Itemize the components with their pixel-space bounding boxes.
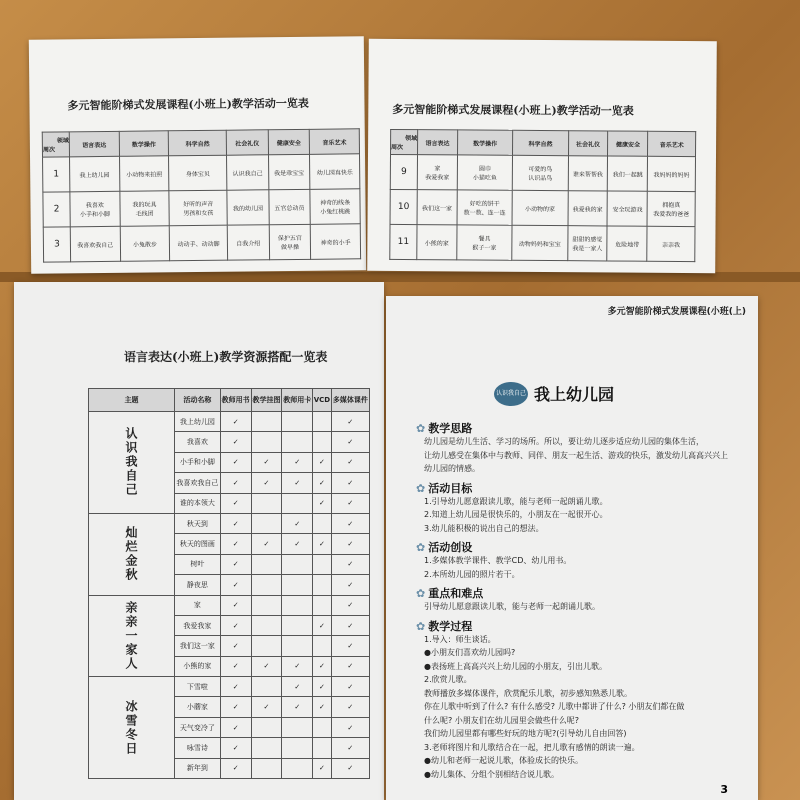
activity-line: 我是一家人 xyxy=(572,245,603,253)
table-row xyxy=(43,224,360,262)
activity-cell xyxy=(457,190,513,225)
check-cell xyxy=(282,432,313,452)
check-cell: ✓ xyxy=(220,697,251,717)
section-line: 3.幼儿能积极的说出自己的想法。 xyxy=(424,523,544,533)
activity-line: 好听的声音 xyxy=(183,200,214,209)
activity-cell xyxy=(568,156,608,191)
check-cell xyxy=(282,595,313,615)
check-cell: ✓ xyxy=(220,677,251,697)
page-bottom-right xyxy=(386,296,758,800)
activity-line: 我的幼儿园 xyxy=(232,204,263,213)
check-cell: ✓ xyxy=(282,677,313,697)
activity-table xyxy=(42,128,361,262)
corner-cell xyxy=(42,132,69,157)
section-heading: ✿ 活动创设 xyxy=(416,539,472,555)
activity-cell xyxy=(119,156,169,192)
section-line: 教师播放多媒体课件，欣赏配乐儿歌，初步感知熟悉儿歌。 xyxy=(424,688,632,698)
activity-line: 小熊的家 xyxy=(424,239,449,247)
activity-line: 拥抱真 xyxy=(662,201,681,209)
activity-line: 危险地带 xyxy=(615,241,640,249)
activity-cell xyxy=(457,155,513,190)
section-line: 3.老师将图片和儿歌结合在一起，把儿歌有感情的朗读一遍。 xyxy=(424,742,640,752)
theme-cell: 亲亲一家人 xyxy=(89,595,175,677)
check-cell xyxy=(313,432,331,452)
section-line: 幼儿园是幼儿生活、学习的场所。所以，要让幼儿逐步适应幼儿园的集体生活， xyxy=(424,437,704,446)
activity-line: 认识我自己 xyxy=(232,169,263,178)
activity-line: 小兔散步 xyxy=(132,240,157,249)
table-row xyxy=(89,595,370,615)
check-cell xyxy=(251,554,282,574)
activity-line: 神奇的小手 xyxy=(320,238,351,247)
activity-line: 我喜欢 xyxy=(85,201,104,210)
check-cell: ✓ xyxy=(331,412,369,432)
check-cell: ✓ xyxy=(331,473,369,493)
activity-name: 秋天到 xyxy=(175,513,221,533)
section-line: 你在儿歌中听到了什么? 有什么感受? 儿歌中都讲了什么? 小朋友们都在做 xyxy=(424,702,685,711)
section-line: 1.导入：师生谈话。 xyxy=(424,634,496,644)
check-cell: ✓ xyxy=(220,473,251,493)
activity-cell xyxy=(568,191,608,226)
activity-cell xyxy=(269,224,311,259)
check-cell xyxy=(282,575,313,595)
activity-line: 保护五官 xyxy=(277,234,302,243)
section-line: ●幼儿集体、分组个别相结合说儿歌。 xyxy=(424,769,559,779)
activity-cell xyxy=(647,226,695,261)
check-cell xyxy=(282,717,313,737)
check-cell: ✓ xyxy=(251,452,282,472)
activity-name: 我喜欢 xyxy=(175,432,221,452)
activity-cell xyxy=(170,225,228,261)
check-cell xyxy=(282,758,313,778)
table-row xyxy=(89,513,370,533)
check-cell xyxy=(251,738,282,758)
lesson-title: 我上幼儿园 xyxy=(534,385,615,404)
corner-label-week: 周次 xyxy=(42,146,55,154)
check-cell: ✓ xyxy=(331,697,369,717)
activity-line: 可爱的鸟 xyxy=(528,165,553,174)
check-cell: ✓ xyxy=(331,554,369,574)
activity-cell xyxy=(227,155,269,190)
week-number: 11 xyxy=(390,224,417,259)
check-cell xyxy=(251,615,282,635)
check-cell: ✓ xyxy=(331,677,369,697)
check-cell xyxy=(313,575,331,595)
column-header: 语言表达 xyxy=(69,131,119,157)
table-row xyxy=(43,154,360,192)
column-header: 社会礼仪 xyxy=(226,130,268,155)
check-cell: ✓ xyxy=(282,656,313,676)
activity-line: 猴子一家 xyxy=(472,244,497,252)
activity-line: 数一数、连一连 xyxy=(463,209,506,217)
check-cell xyxy=(251,513,282,533)
activity-name: 咏雪诗 xyxy=(175,738,221,758)
check-cell: ✓ xyxy=(331,452,369,472)
page-title: 多元智能阶梯式发展课程(小班上)教学活动一览表 xyxy=(67,96,309,113)
check-cell: ✓ xyxy=(331,432,369,452)
activity-table xyxy=(389,129,696,262)
activity-cell xyxy=(607,191,647,226)
activity-line: 小手和小脚 xyxy=(79,210,110,219)
activity-line: 小动物来拍照 xyxy=(126,170,163,179)
page-top-right xyxy=(367,39,717,273)
activity-cell xyxy=(70,191,120,227)
activity-line: 安全玩游戏 xyxy=(612,205,643,214)
activity-cell xyxy=(567,226,607,261)
check-cell xyxy=(282,412,313,432)
activity-line: 小动物的家 xyxy=(524,205,556,213)
activity-name: 我喜欢我自己 xyxy=(175,473,221,493)
column-header: 主题 xyxy=(89,389,175,412)
activity-name: 家 xyxy=(175,595,221,615)
activity-name: 小熊的家 xyxy=(175,656,221,676)
section-heading: ✿ 重点和难点 xyxy=(416,585,483,601)
check-cell: ✓ xyxy=(331,615,369,635)
header-row xyxy=(42,129,359,157)
activity-line: 我爱我家 xyxy=(425,174,450,182)
check-cell: ✓ xyxy=(220,412,251,432)
page-title: 语言表达(小班上)教学资源搭配一览表 xyxy=(124,350,328,364)
activity-line: 幼儿园真快乐 xyxy=(316,168,353,177)
check-cell: ✓ xyxy=(313,493,331,513)
activity-cell xyxy=(227,225,269,260)
column-header: 多媒体课件 xyxy=(331,389,369,412)
check-cell xyxy=(313,412,331,432)
section-line: 引导幼儿愿意跟读儿歌，能与老师一起朗诵儿歌。 xyxy=(424,602,600,611)
check-cell: ✓ xyxy=(220,636,251,656)
check-cell xyxy=(282,615,313,635)
activity-line: 神奇的线条 xyxy=(320,199,351,207)
check-cell: ✓ xyxy=(282,473,313,493)
theme-cell: 冰雪冬日 xyxy=(89,677,175,779)
activity-name: 谁的本领大 xyxy=(175,493,221,513)
activity-cell xyxy=(227,190,269,225)
page-top-left xyxy=(29,36,366,273)
section-line: 幼儿园的情感。 xyxy=(424,464,480,473)
table-row xyxy=(43,189,360,227)
activity-line: 做早操 xyxy=(280,243,299,252)
activity-line: 认识品鸟 xyxy=(528,174,553,183)
activity-line: 我是乖宝宝 xyxy=(274,169,305,177)
check-cell: ✓ xyxy=(220,656,251,676)
check-cell xyxy=(251,677,282,697)
section-heading: ✿ 教学过程 xyxy=(416,618,472,634)
week-number: 2 xyxy=(43,192,70,227)
column-header: 教师用书 xyxy=(220,389,251,412)
section-heading: ✿ 教学思路 xyxy=(416,420,472,436)
column-header: 音乐艺术 xyxy=(648,131,696,156)
resource-table xyxy=(88,388,370,779)
check-cell: ✓ xyxy=(282,697,313,717)
check-cell xyxy=(251,412,282,432)
activity-cell xyxy=(648,156,696,191)
activity-cell xyxy=(512,190,568,225)
check-cell xyxy=(313,595,331,615)
check-cell: ✓ xyxy=(220,493,251,513)
check-cell xyxy=(313,738,331,758)
column-header: VCD xyxy=(313,389,331,412)
activity-line: 我上幼儿园 xyxy=(79,171,110,179)
activity-line: 毛线团 xyxy=(135,210,154,218)
activity-cell xyxy=(647,191,695,226)
check-cell: ✓ xyxy=(313,452,331,472)
check-cell xyxy=(251,636,282,656)
theme-badge: 认识我自己 xyxy=(494,382,528,406)
week-number: 9 xyxy=(390,154,417,189)
check-cell: ✓ xyxy=(220,595,251,615)
week-number: 3 xyxy=(43,227,70,262)
activity-cell xyxy=(169,190,227,226)
section-line: ●表扬班上高高兴兴上幼儿园的小朋友，引出儿歌。 xyxy=(424,661,607,671)
column-header: 健康安全 xyxy=(608,131,648,156)
activity-cell xyxy=(607,226,647,261)
activity-line: 我们一起跳 xyxy=(612,170,643,179)
activity-cell xyxy=(310,154,360,190)
activity-line: 餐具 xyxy=(478,235,491,243)
activity-cell xyxy=(417,225,457,260)
activity-line: 动动手、动动脚 xyxy=(177,240,220,248)
check-cell: ✓ xyxy=(331,636,369,656)
column-header: 数学操作 xyxy=(457,130,513,155)
book-header: 多元智能阶梯式发展课程(小班(上) xyxy=(607,307,746,317)
check-cell: ✓ xyxy=(331,513,369,533)
activity-name: 我们这一家 xyxy=(175,636,221,656)
activity-line: 小兔红桃跳 xyxy=(320,208,351,216)
activity-name: 下雪啦 xyxy=(175,677,221,697)
activity-line: 身体宝贝 xyxy=(185,170,210,178)
check-cell: ✓ xyxy=(220,432,251,452)
check-cell: ✓ xyxy=(313,656,331,676)
check-cell: ✓ xyxy=(331,738,369,758)
corner-label-domain: 领域 xyxy=(56,137,69,145)
activity-line: 谁来帮帮我 xyxy=(572,170,603,178)
check-cell: ✓ xyxy=(220,615,251,635)
check-cell xyxy=(251,575,282,595)
check-cell: ✓ xyxy=(331,534,369,554)
column-header: 科学自然 xyxy=(169,130,227,156)
theme-cell: 灿烂金秋 xyxy=(89,513,175,595)
activity-name: 秋天的图画 xyxy=(175,534,221,554)
activity-cell xyxy=(169,155,227,191)
check-cell: ✓ xyxy=(313,758,331,778)
section-line: ●幼儿和老师一起说儿歌，体验成长的快乐。 xyxy=(424,756,583,765)
table-row xyxy=(390,224,695,261)
check-cell: ✓ xyxy=(251,656,282,676)
check-cell xyxy=(251,432,282,452)
check-cell xyxy=(251,717,282,737)
column-header: 教师用卡 xyxy=(282,389,313,412)
check-cell xyxy=(313,636,331,656)
check-cell: ✓ xyxy=(331,595,369,615)
table-row xyxy=(390,154,695,191)
check-cell xyxy=(282,554,313,574)
check-cell: ✓ xyxy=(251,697,282,717)
column-header: 音乐艺术 xyxy=(310,129,360,155)
check-cell xyxy=(313,513,331,533)
section-line: 让幼儿感受在集体中与教师、同伴、朋友一起生活、游戏的快乐，激发幼儿高高兴兴上 xyxy=(424,450,728,460)
header-row xyxy=(89,389,370,412)
activity-name: 树叶 xyxy=(175,554,221,574)
check-cell: ✓ xyxy=(251,534,282,554)
activity-name: 静夜思 xyxy=(175,575,221,595)
theme-cell: 认识我自己 xyxy=(89,412,175,514)
activity-cell xyxy=(417,155,457,190)
activity-line: 我爱我的家 xyxy=(572,205,603,213)
activity-name: 小手和小脚 xyxy=(175,452,221,472)
section-line: 1.引导幼儿愿意跟读儿歌，能与老师一起朗诵儿歌。 xyxy=(424,496,608,506)
table-row xyxy=(89,412,370,432)
activity-name: 天气变冷了 xyxy=(175,717,221,737)
section-line: 2.知道上幼儿园是很快乐的，小朋友在一起很开心。 xyxy=(424,510,608,519)
check-cell: ✓ xyxy=(282,513,313,533)
section-line: 什么呢? 小朋友们在幼儿园里会做些什么呢? xyxy=(424,715,580,725)
activity-cell xyxy=(120,226,170,262)
check-cell xyxy=(282,738,313,758)
check-cell: ✓ xyxy=(220,738,251,758)
check-cell: ✓ xyxy=(220,534,251,554)
check-cell: ✓ xyxy=(313,473,331,493)
check-cell: ✓ xyxy=(220,717,251,737)
activity-line: 甜甜的感觉 xyxy=(572,236,603,244)
section-line: 2.欣赏儿歌。 xyxy=(424,675,472,684)
check-cell: ✓ xyxy=(313,677,331,697)
activity-line: 我的玩具 xyxy=(132,201,157,209)
activity-line: 亲亲我 xyxy=(662,241,681,249)
header-row xyxy=(391,129,696,156)
check-cell: ✓ xyxy=(331,493,369,513)
activity-line: 自我介绍 xyxy=(236,239,261,248)
activity-cell xyxy=(311,224,361,260)
activity-line: 家 xyxy=(434,165,441,173)
activity-line: 我喜欢我自己 xyxy=(77,241,114,249)
activity-cell xyxy=(608,156,648,191)
check-cell xyxy=(251,758,282,778)
section-line: 1.多媒体教学课件、教学CD、幼儿用书。 xyxy=(424,556,572,565)
section-line: 2.本所幼儿园的照片若干。 xyxy=(424,569,520,579)
check-cell: ✓ xyxy=(220,452,251,472)
activity-name: 我爱我家 xyxy=(175,615,221,635)
check-cell: ✓ xyxy=(331,575,369,595)
activity-cell xyxy=(268,154,310,189)
column-header: 科学自然 xyxy=(513,130,569,155)
check-cell: ✓ xyxy=(251,473,282,493)
activity-line: 男孩和女孩 xyxy=(183,209,214,218)
column-header: 数学操作 xyxy=(119,131,169,157)
activity-name: 我上幼儿园 xyxy=(175,412,221,432)
page-bottom-left xyxy=(14,282,384,800)
activity-cell xyxy=(512,225,568,260)
check-cell xyxy=(251,493,282,513)
check-cell xyxy=(282,493,313,513)
check-cell: ✓ xyxy=(331,656,369,676)
table-row xyxy=(390,189,695,226)
page-title: 多元智能阶梯式发展课程(小班上)教学活动一览表 xyxy=(392,102,634,118)
column-header: 社会礼仪 xyxy=(568,131,608,156)
section-heading: ✿ 活动目标 xyxy=(416,480,472,496)
activity-line: 我爱我的爸爸 xyxy=(653,210,690,219)
corner-cell xyxy=(391,129,418,154)
week-number: 1 xyxy=(43,157,70,192)
check-cell: ✓ xyxy=(220,513,251,533)
check-cell: ✓ xyxy=(331,758,369,778)
check-cell: ✓ xyxy=(313,615,331,635)
check-cell: ✓ xyxy=(220,554,251,574)
activity-line: 动物妈妈和宝宝 xyxy=(518,240,561,248)
section-line: 我们幼儿园里都有哪些好玩的地方呢?(引导幼儿自由回答) xyxy=(424,729,627,738)
activity-cell xyxy=(120,191,170,227)
check-cell xyxy=(282,636,313,656)
section-line: ●小朋友们喜欢幼儿园吗? xyxy=(424,648,516,657)
check-cell: ✓ xyxy=(282,452,313,472)
activity-cell xyxy=(512,155,568,190)
week-number: 10 xyxy=(390,189,417,224)
check-cell: ✓ xyxy=(220,575,251,595)
activity-name: 小蘑家 xyxy=(175,697,221,717)
activity-cell xyxy=(457,225,513,260)
check-cell: ✓ xyxy=(313,534,331,554)
activity-cell xyxy=(70,156,120,192)
column-header: 教学挂图 xyxy=(251,389,282,412)
corner-label-domain: 领域 xyxy=(405,135,418,143)
activity-line: 圆巾 xyxy=(478,165,491,173)
check-cell xyxy=(313,554,331,574)
activity-line: 我妈妈的妈妈 xyxy=(653,171,690,179)
activity-line: 五官总动员 xyxy=(274,204,305,212)
activity-line: 我们这一家 xyxy=(422,204,453,212)
column-header: 语言表达 xyxy=(418,130,458,155)
activity-name: 新年到 xyxy=(175,758,221,778)
table-row xyxy=(89,677,370,697)
corner-label-week: 周次 xyxy=(391,143,404,152)
activity-cell xyxy=(417,190,457,225)
activity-line: 小猫吃鱼 xyxy=(472,174,497,182)
check-cell: ✓ xyxy=(331,717,369,737)
check-cell: ✓ xyxy=(282,534,313,554)
activity-cell xyxy=(310,189,360,225)
activity-line: 好吃的饼干 xyxy=(469,200,500,208)
activity-cell xyxy=(70,226,120,262)
page-number: 3 xyxy=(720,783,728,796)
check-cell xyxy=(313,717,331,737)
check-cell: ✓ xyxy=(313,697,331,717)
check-cell xyxy=(251,595,282,615)
activity-cell xyxy=(269,189,311,224)
photo-divider xyxy=(0,272,800,282)
check-cell: ✓ xyxy=(220,758,251,778)
column-header: 活动名称 xyxy=(175,389,221,412)
column-header: 健康安全 xyxy=(268,129,310,154)
